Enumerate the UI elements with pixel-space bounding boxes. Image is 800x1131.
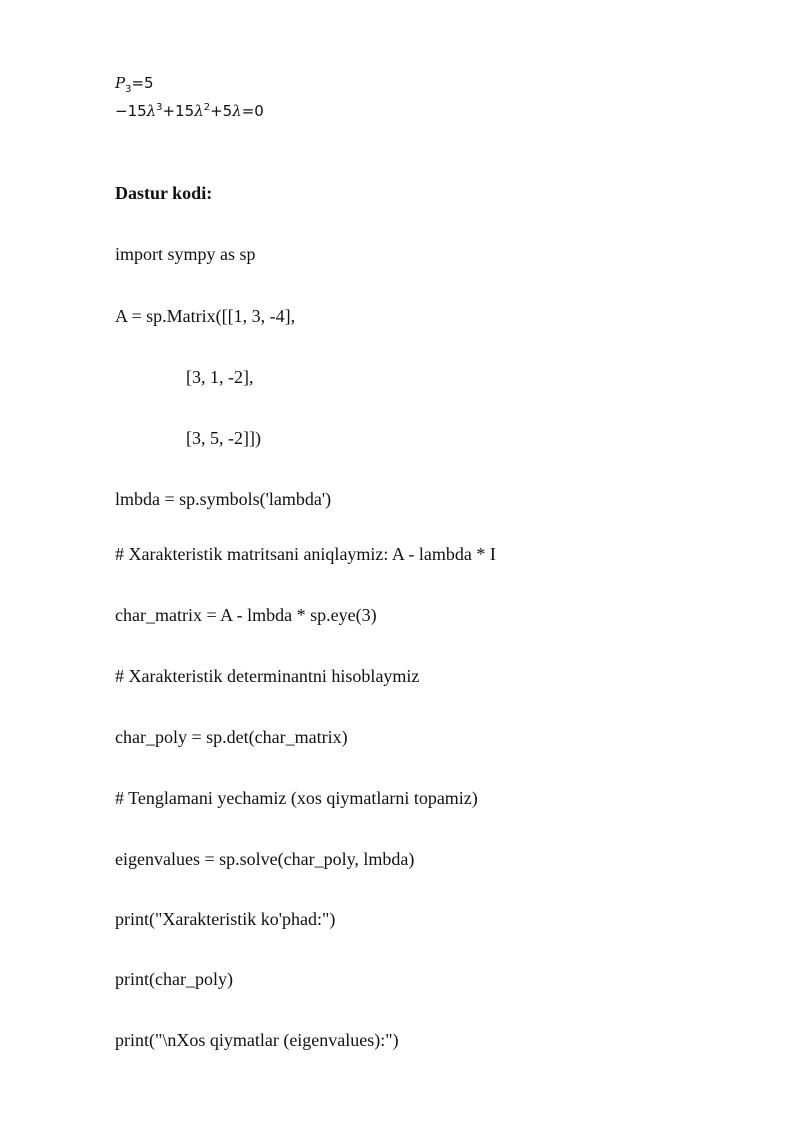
code-line-print-poly: print(char_poly) [115,969,233,989]
p-subscript: 3 [125,84,132,95]
code-line-matrix-start: A = sp.Matrix([[1, 3, -4], [115,306,296,326]
term2-lambda: λ [194,102,204,120]
code-line-eigenvalues: eigenvalues = sp.solve(char_poly, lmbda) [115,849,415,869]
term3-lambda: λ [232,102,242,120]
code-line-comment-solve: # Tenglamani yechamiz (xos qiymatlarni topamiz) [115,788,478,808]
code-line-char-matrix: char_matrix = A - lmbda * sp.eye(3) [115,605,377,625]
equation-rhs: =0 [241,102,264,120]
code-line-matrix-row2: [3, 1, -2], [186,367,254,387]
p3-equation [115,74,154,95]
term2-coefficient: +15 [162,102,195,120]
code-line-comment-determinant: # Xarakteristik determinantni hisoblaymiz [115,666,420,686]
code-line-comment-matrix: # Xarakteristik matritsani aniqlaymiz: A - lambda * I [115,544,496,564]
code-line-print-eigenvalues: print("\nXos qiymatlar (eigenvalues):") [115,1030,399,1050]
code-line-import: import sympy as sp [115,244,256,264]
term3-coefficient: +5 [210,102,233,120]
characteristic-polynomial-equation [115,102,264,120]
p-value: =5 [131,74,154,92]
code-line-print-heading: print("Xarakteristik ko'phad:") [115,909,336,929]
term1-lambda: λ [146,102,157,120]
code-line-char-poly: char_poly = sp.det(char_matrix) [115,727,348,747]
term1-coefficient: −15 [115,102,147,120]
term1-exponent: 3 [156,102,163,113]
term2-exponent: 2 [203,102,211,113]
code-line-matrix-row3: [3, 5, -2]]) [186,428,261,448]
code-line-symbols: lmbda = sp.symbols('lambda') [115,489,332,509]
section-heading: Dastur kodi: [115,183,213,203]
p-symbol: P [115,74,126,92]
